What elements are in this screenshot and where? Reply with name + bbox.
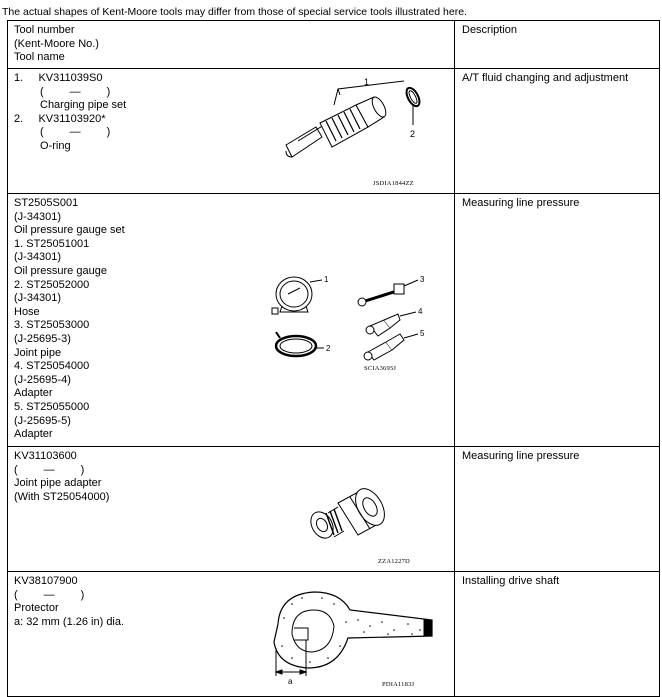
km-dash: —: [43, 463, 55, 476]
table-row: [8, 194, 660, 447]
tool-name: Protector: [14, 602, 59, 615]
km-open: (: [14, 588, 18, 601]
tool-cell-oil-pressure-gauge-set: [8, 194, 455, 447]
callout-3: 3: [420, 275, 425, 284]
table-row: [8, 69, 660, 194]
table-row: [8, 447, 660, 572]
description-cell: [455, 447, 660, 572]
text-line: ST2505S001: [14, 197, 79, 209]
km-open: (: [40, 85, 44, 98]
callout-2: 2: [410, 129, 416, 139]
text-line: Joint pipe: [14, 346, 62, 359]
item-number: 2.: [14, 112, 24, 125]
header-description: Description: [462, 24, 518, 36]
tool-number: KV31103920*: [38, 112, 106, 125]
protector-illustration: [262, 576, 442, 692]
tool-cell-charging-pipe: [8, 69, 455, 194]
charging-pipe-illustration: [276, 75, 436, 191]
text-line: 5. ST25055000: [14, 400, 90, 413]
tool-cell-protector: [8, 572, 455, 697]
figure-code: JSDIA1844ZZ: [373, 180, 414, 187]
description: Installing drive shaft: [462, 575, 560, 587]
tool-dimension: a: 32 mm (1.26 in) dia.: [14, 615, 125, 628]
text-line: 3. ST25053000: [14, 319, 90, 332]
description: A/T fluid changing and adjustment: [462, 72, 629, 84]
km-close: ): [106, 85, 111, 98]
intro-note: The actual shapes of Kent-Moore tools may differ from those of special service tools illustrated here.: [2, 6, 467, 18]
description-cell: [455, 572, 660, 697]
figure-code: PDIA1183J: [382, 681, 415, 688]
description-cell: [455, 194, 660, 447]
callout-a: a: [288, 677, 293, 686]
text-line: Oil pressure gauge: [14, 264, 107, 277]
callout-5: 5: [420, 329, 425, 338]
text-line: Hose: [14, 305, 40, 318]
callout-1: 1: [364, 77, 370, 87]
tool-number: KV38107900: [14, 575, 78, 587]
text-line: (J-25695-5): [14, 414, 71, 427]
table-header-row: [8, 21, 660, 69]
text-line: Adapter: [14, 428, 53, 441]
header-tool-cell: [8, 21, 455, 69]
text-line: (J-25695-4): [14, 373, 71, 386]
table-row: [8, 572, 660, 697]
callout-2: 2: [326, 344, 331, 353]
km-close: ): [80, 463, 85, 476]
oil-pressure-gauge-set-illustration: [266, 272, 436, 374]
tool-note: (With ST25054000): [14, 490, 110, 503]
km-close: ): [106, 126, 111, 139]
joint-pipe-adapter-illustration: [298, 477, 428, 569]
tool-name: O-ring: [40, 139, 71, 152]
km-dash: —: [69, 85, 81, 98]
text-line: (J-25695-3): [14, 332, 71, 345]
km-open: (: [40, 126, 44, 139]
km-open: (: [14, 463, 18, 476]
km-dash: —: [69, 126, 81, 139]
tool-name: Joint pipe adapter: [14, 477, 102, 490]
description-cell: [455, 69, 660, 194]
description: Measuring line pressure: [462, 450, 580, 462]
text-line: Oil pressure gauge set: [14, 224, 125, 237]
tool-name: Charging pipe set: [40, 99, 127, 112]
callout-1: 1: [324, 275, 329, 284]
figure-code: ZZA1227D: [378, 558, 410, 565]
description: Measuring line pressure: [462, 197, 580, 209]
tool-number: KV31103600: [14, 450, 77, 462]
text-line: 4. ST25054000: [14, 360, 90, 373]
text-line: 1. ST25051001: [14, 237, 90, 250]
text-line: (J-34301): [14, 210, 62, 223]
km-dash: —: [43, 588, 55, 601]
text-line: (J-34301): [14, 251, 62, 264]
header-description-cell: [455, 21, 660, 69]
special-tools-table: [7, 20, 660, 697]
text-line: 2. ST25052000: [14, 278, 90, 291]
figure-code: SCIA3695J: [364, 365, 397, 372]
header-tool-number: Tool number: [14, 24, 75, 36]
text-line: (J-34301): [14, 292, 62, 305]
header-tool-name: Tool name: [14, 51, 65, 64]
callout-4: 4: [418, 307, 423, 316]
tool-cell-joint-pipe-adapter: [8, 447, 455, 572]
tool-number: KV311039S0: [38, 72, 103, 84]
header-kent-moore: (Kent-Moore No.): [14, 37, 99, 50]
km-close: ): [80, 588, 85, 601]
item-number: 1.: [14, 72, 24, 84]
text-line: Adapter: [14, 387, 53, 400]
